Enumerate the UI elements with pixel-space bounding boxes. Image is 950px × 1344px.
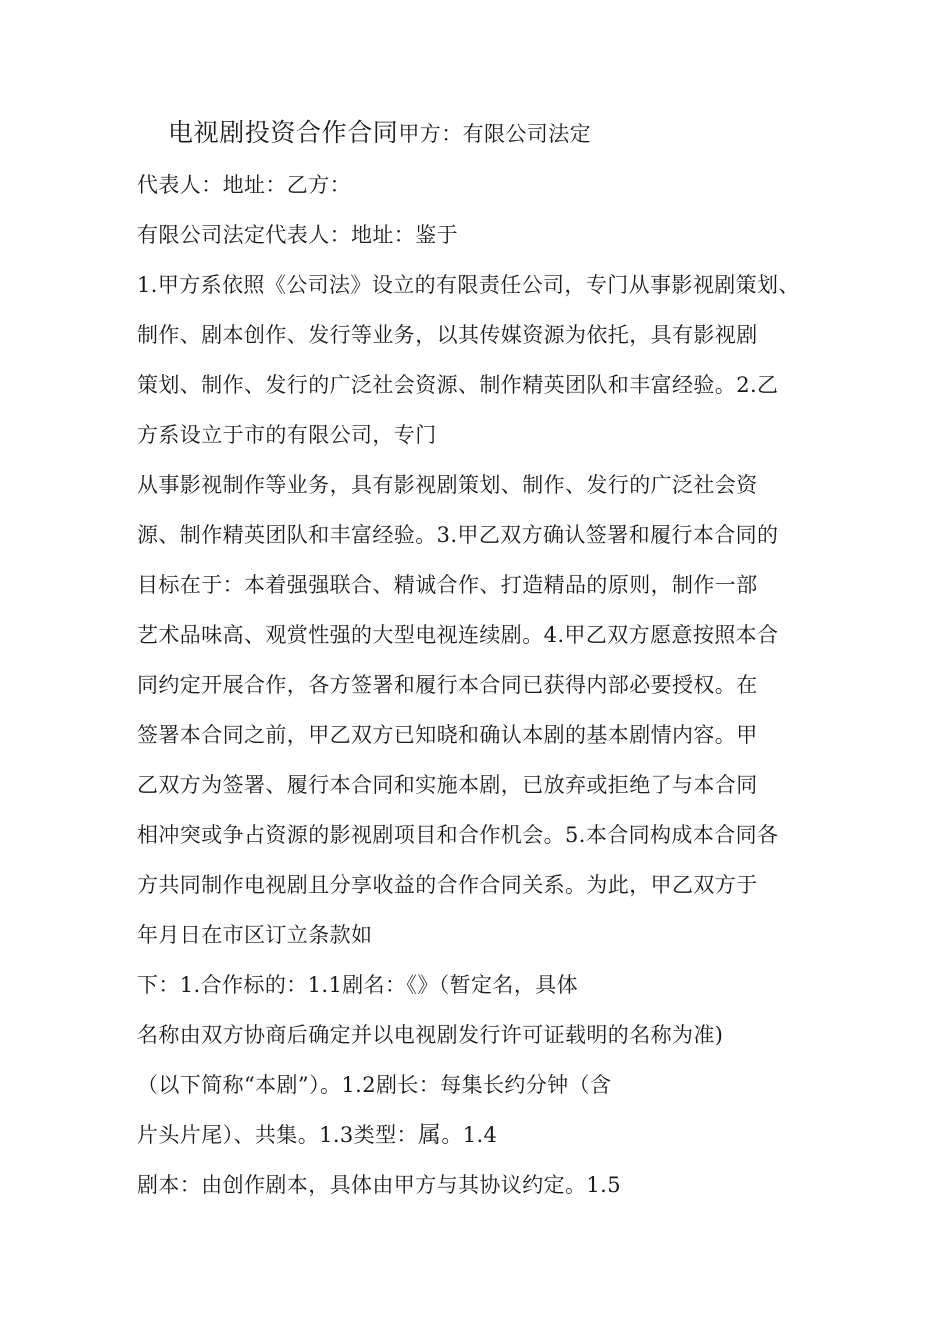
- text-line: （以下简称“本剧”）。1.2剧长：每集长约分钟（含: [137, 1073, 612, 1097]
- text-line: 源、制作精英团队和丰富经验。3.甲乙双方确认签署和履行本合同的: [137, 523, 779, 547]
- text-line: 下：1.合作标的：1.1剧名：《》（暂定名，具体: [137, 973, 579, 997]
- document-title: 电视剧投资合作合同: [168, 118, 399, 147]
- type-clause-text: 片头片尾）、共集。1.3类型：: [137, 1123, 418, 1147]
- title-line: [168, 118, 591, 149]
- text-line: 名称由双方协商后确定并以电视剧发行许可证载明的名称为准): [137, 1023, 724, 1047]
- text-line: 代表人：地址：乙方：: [137, 173, 351, 197]
- text-line: 年月日在市区订立条款如: [137, 923, 373, 947]
- text-line: 方系设立于市的有限公司，专门: [137, 423, 437, 447]
- text-line: 剧本：由创作剧本，具体由甲方与其协议约定。1.5: [137, 1173, 621, 1197]
- text-line-type: [137, 1120, 497, 1150]
- text-line: 目标在于：本着强强联合、精诚合作、打造精品的原则，制作一部: [137, 573, 758, 597]
- text-line: 从事影视制作等业务，具有影视剧策划、制作、发行的广泛社会资: [137, 473, 758, 497]
- type-value: 属: [417, 1122, 442, 1148]
- text-line: 1.甲方系依照《公司法》设立的有限责任公司，专门从事影视剧策划、: [137, 273, 800, 297]
- text-line: 艺术品味高、观赏性强的大型电视连续剧。4.甲乙双方愿意按照本合: [137, 623, 779, 647]
- text-line: 策划、制作、发行的广泛社会资源、制作精英团队和丰富经验。2.乙: [137, 373, 779, 397]
- text-line: 同约定开展合作，各方签署和履行本合同已获得内部必要授权。在: [137, 673, 758, 697]
- text-line: 签署本合同之前，甲乙双方已知晓和确认本剧的基本剧情内容。甲: [137, 723, 758, 747]
- text-line: 相冲突或争占资源的影视剧项目和合作机会。5.本合同构成本合同各: [137, 823, 779, 847]
- text-line: 有限公司法定代表人：地址：鉴于: [137, 223, 458, 247]
- text-line: 方共同制作电视剧且分享收益的合作合同关系。为此，甲乙双方于: [137, 873, 758, 897]
- type-clause-tail: 。1.4: [441, 1123, 498, 1147]
- text-line: 乙双方为签署、履行本合同和实施本剧，已放弃或拒绝了与本合同: [137, 773, 758, 797]
- party-a-label: 甲方：有限公司法定: [398, 122, 592, 146]
- text-line: 制作、剧本创作、发行等业务，以其传媒资源为依托，具有影视剧: [137, 323, 758, 347]
